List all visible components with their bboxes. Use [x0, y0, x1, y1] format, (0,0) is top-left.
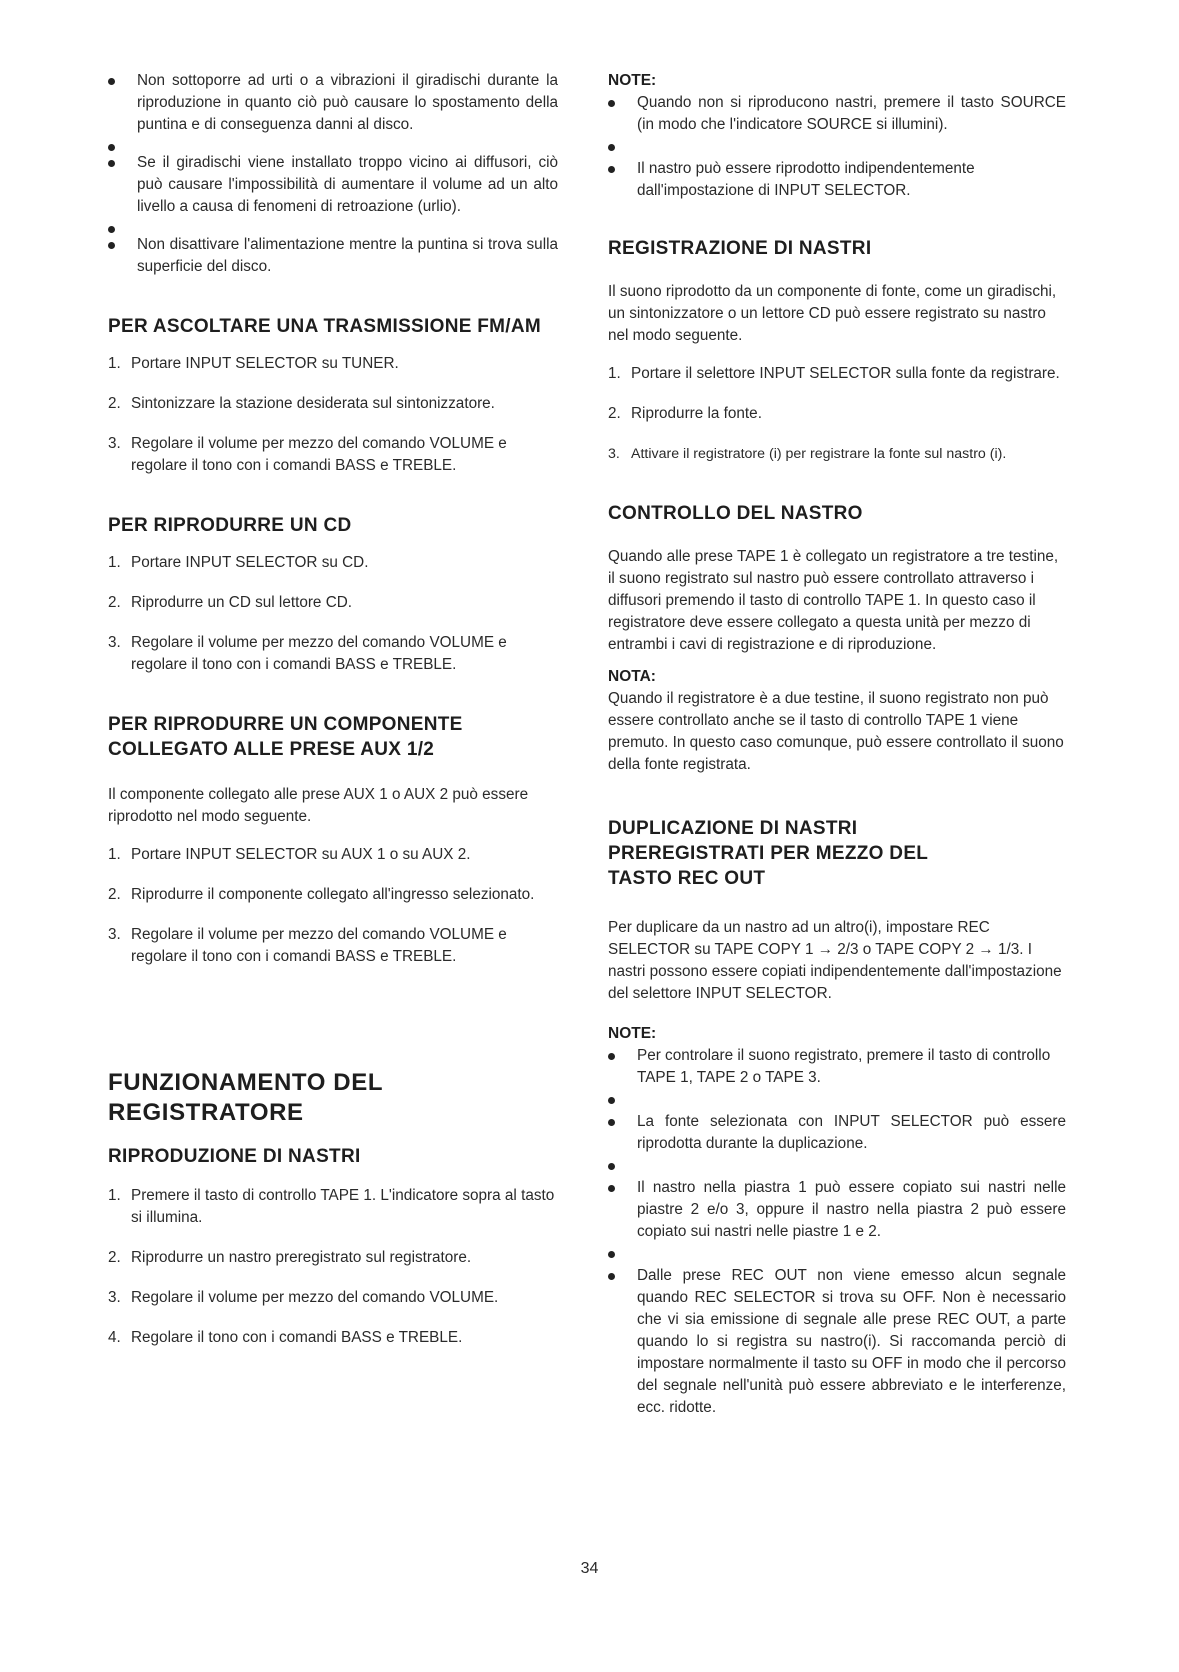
- bullet-item: Il nastro può essere riprodotto indipendentemente dall'impostazione di INPUT SELECTOR.: [608, 158, 1066, 202]
- fm-am-steps: [108, 353, 558, 477]
- note-label: NOTA:: [608, 668, 656, 685]
- bullet-item: Non disattivare l'alimentazione mentre la puntina si trova sulla superficie del disco.: [108, 234, 558, 278]
- step-item: 3. Regolare il volume per mezzo del comando VOLUME e regolare il tono con i comandi BASS e TREBLE.: [108, 435, 507, 474]
- bullet-item: Non sottoporre ad urti o a vibrazioni il giradischi durante la riproduzione in quanto ciò può causare lo spostamento della puntina e di conseguenza danni al disco.: [108, 70, 558, 136]
- step-item: 3. Regolare il volume per mezzo del comando VOLUME e regolare il tono con i comandi BASS e TREBLE.: [108, 634, 507, 673]
- note-label: NOTE:: [608, 1025, 657, 1042]
- bullet-item: Quando non si riproducono nastri, premere il tasto SOURCE (in modo che l'indicatore SOURCE si illumini).: [608, 92, 1066, 136]
- section-heading-dubbing: DUPLICAZIONE DI NASTRI PREREGISTRATI PER MEZZO DEL TASTO REC OUT: [608, 818, 928, 889]
- dubbing-notes: [608, 1045, 1066, 1419]
- bullet-item: La fonte selezionata con INPUT SELECTOR può essere riprodotta durante la duplicazione.: [608, 1111, 1066, 1155]
- bullet-item: Se il giradischi viene installato troppo vicino ai diffusori, ciò può causare l'impossibilità di aumentare il volume ad un alto livello a causa di fenomeni di retroazione (urlio).: [108, 152, 558, 218]
- section-heading-tape-playback: RIPRODUZIONE DI NASTRI: [108, 1146, 361, 1167]
- section-heading-fm-am: PER ASCOLTARE UNA TRASMISSIONE FM/AM: [108, 316, 542, 337]
- left-column: [108, 70, 558, 1349]
- step-item: 3. Regolare il volume per mezzo del comando VOLUME.: [108, 1289, 499, 1306]
- step-item: 2. Riprodurre un CD sul lettore CD.: [108, 594, 353, 611]
- step-item: 1. Portare INPUT SELECTOR su TUNER.: [108, 355, 399, 372]
- aux-intro: Il componente collegato alle prese AUX 1 o AUX 2 può essere riprodotto nel modo seguente.: [108, 786, 529, 825]
- step-item: 1. Premere il tasto di controllo TAPE 1. L'indicatore sopra al tasto si illumina.: [108, 1187, 555, 1226]
- step-item: 1. Portare il selettore INPUT SELECTOR sulla fonte da registrare.: [608, 365, 1060, 382]
- step-item: 2. Riprodurre la fonte.: [608, 405, 762, 422]
- step-item: 2. Riprodurre un nastro preregistrato sul registratore.: [108, 1249, 472, 1266]
- tape-monitor-body: Quando alle prese TAPE 1 è collegato un registratore a tre testine, il suono registrato sul nastro può essere controllato attraverso i diffusori premendo il tasto di controllo TAPE 1. In questo caso il registratore deve essere collegato a questa unità per mezzo di entrambi i cavi di registrazione e di riproduzione.: [608, 548, 1059, 653]
- step-item: 1. Portare INPUT SELECTOR su AUX 1 o su AUX 2.: [108, 846, 471, 863]
- section-heading-tape-monitor: CONTROLLO DEL NASTRO: [608, 503, 863, 524]
- tape-monitor-note: Quando il registratore è a due testine, il suono registrato non può essere controllato anche se il tasto di controllo TAPE 1 viene premuto. In questo caso comunque, può essere controllato il suono della fonte registrata.: [608, 690, 1064, 773]
- section-heading-aux: PER RIPRODURRE UN COMPONENTE COLLEGATO ALLE PRESE AUX 1/2: [108, 714, 463, 760]
- bullet-item: Il nastro nella piastra 1 può essere copiato sui nastri nelle piastre 2 e/o 3, oppure il nastro nella piastra 2 può essere copiato sui nastri nelle piastre 1 e 2.: [608, 1177, 1066, 1243]
- cd-steps: [108, 552, 558, 676]
- step-item: 1. Portare INPUT SELECTOR su CD.: [108, 554, 369, 571]
- playback-notes: [608, 92, 1066, 202]
- recording-intro: Il suono riprodotto da un componente di fonte, come un giradischi, un sintonizzatore o un lettore CD può essere registrato su nastro nel modo seguente.: [608, 283, 1057, 344]
- aux-steps: [108, 844, 558, 968]
- right-column: [608, 70, 1066, 1419]
- step-item: 2. Sintonizzare la stazione desiderata sul sintonizzatore.: [108, 395, 495, 412]
- bullet-item: Dalle prese REC OUT non viene emesso alcun segnale quando REC SELECTOR si trova su OFF. Non è necessario che vi sia emissione di segnale alle prese REC OUT, a parte quando lo si registra su nastro(i). Si raccomanda perciò di impostare normalmente il tasto su OFF in modo che il percorso del segnale nell'unità può essere abbreviato e le interferenze, ecc. ridotte.: [608, 1265, 1066, 1419]
- dubbing-intro: Per duplicare da un nastro ad un altro(i), impostare REC SELECTOR su TAPE COPY 1 → 2/3 o TAPE COPY 2 → 1/3. I nastri possono essere copiati indipendentemente dall'impostazione del selettore INPUT SELECTOR.: [608, 919, 1062, 1002]
- step-item: 2. Riprodurre il componente collegato all'ingresso selezionato.: [108, 886, 535, 903]
- step-item: 3. Attivare il registratore (i) per registrare la fonte sul nastro (i).: [608, 446, 1007, 462]
- page-number: 34: [580, 1560, 599, 1577]
- chapter-heading-recorder: FUNZIONAMENTO DEL REGISTRATORE: [108, 1069, 383, 1126]
- section-heading-cd: PER RIPRODURRE UN CD: [108, 515, 352, 536]
- bullet-item: Per controlare il suono registrato, premere il tasto di controllo TAPE 1, TAPE 2 o TAPE 3.: [608, 1045, 1066, 1089]
- section-heading-recording: REGISTRAZIONE DI NASTRI: [608, 238, 872, 259]
- recording-steps: [608, 363, 1066, 465]
- step-item: 3. Regolare il volume per mezzo del comando VOLUME e regolare il tono con i comandi BASS e TREBLE.: [108, 926, 507, 965]
- step-item: 4. Regolare il tono con i comandi BASS e TREBLE.: [108, 1329, 463, 1346]
- note-label: NOTE:: [608, 72, 657, 89]
- tape-playback-steps: [108, 1185, 558, 1349]
- turntable-cautions: [108, 70, 558, 278]
